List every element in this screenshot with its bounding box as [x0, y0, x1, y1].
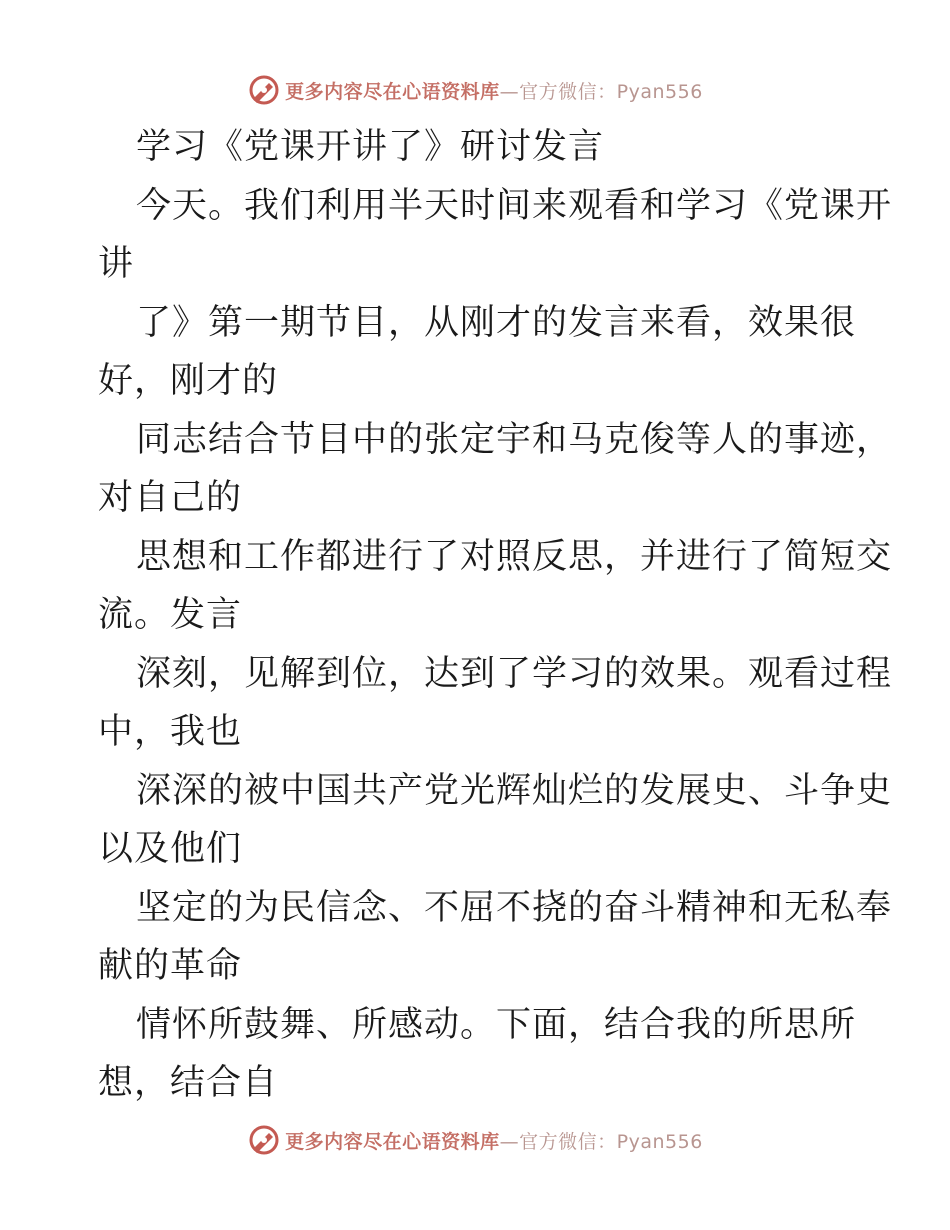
paragraph-line: 想，结合自	[98, 1063, 279, 1103]
watermark-contact: —官方微信：Pyan556	[499, 80, 703, 103]
paragraph-line: 今天。我们利用半天时间来观看和学习《党课开	[136, 185, 893, 226]
paragraph-line: 了》第一期节目，从刚才的发言来看，效果很	[136, 302, 857, 343]
paragraph-line: 同志结合节目中的张定宇和马克俊等人的事迹，	[136, 419, 893, 460]
paragraph-line: 思想和工作都进行了对照反思，并进行了简短交	[136, 536, 893, 577]
watermark-brand: 更多内容尽在心语资料库	[285, 1130, 500, 1153]
document-title: 学习《党课开讲了》研讨发言	[136, 127, 605, 167]
header-watermark	[0, 70, 950, 110]
paragraph-line: 深刻，见解到位，达到了学习的效果。观看过程	[136, 653, 893, 694]
watermark-contact: —官方微信：Pyan556	[499, 1130, 703, 1153]
footer-watermark	[0, 1120, 950, 1160]
paragraph-line: 坚定的为民信念、不屈不挠的奋斗精神和无私奉	[136, 887, 893, 928]
pen-logo-icon	[247, 73, 281, 107]
paragraph-line: 情怀所鼓舞、所感动。下面，结合我的所思所	[136, 1004, 857, 1045]
document-body	[98, 118, 893, 1113]
paragraph-line: 以及他们	[98, 829, 243, 869]
pen-logo-icon	[247, 1123, 281, 1157]
paragraph-line: 中，我也	[98, 712, 243, 752]
paragraph-line: 好，刚才的	[98, 361, 279, 401]
paragraph-line: 对自己的	[98, 478, 243, 518]
watermark-brand: 更多内容尽在心语资料库	[285, 80, 500, 103]
paragraph-line: 深深的被中国共产党光辉灿烂的发展史、斗争史	[136, 770, 893, 811]
paragraph-line: 献的革命	[98, 946, 243, 986]
paragraph-line: 流。发言	[98, 595, 243, 635]
paragraph-line: 讲	[98, 244, 135, 284]
